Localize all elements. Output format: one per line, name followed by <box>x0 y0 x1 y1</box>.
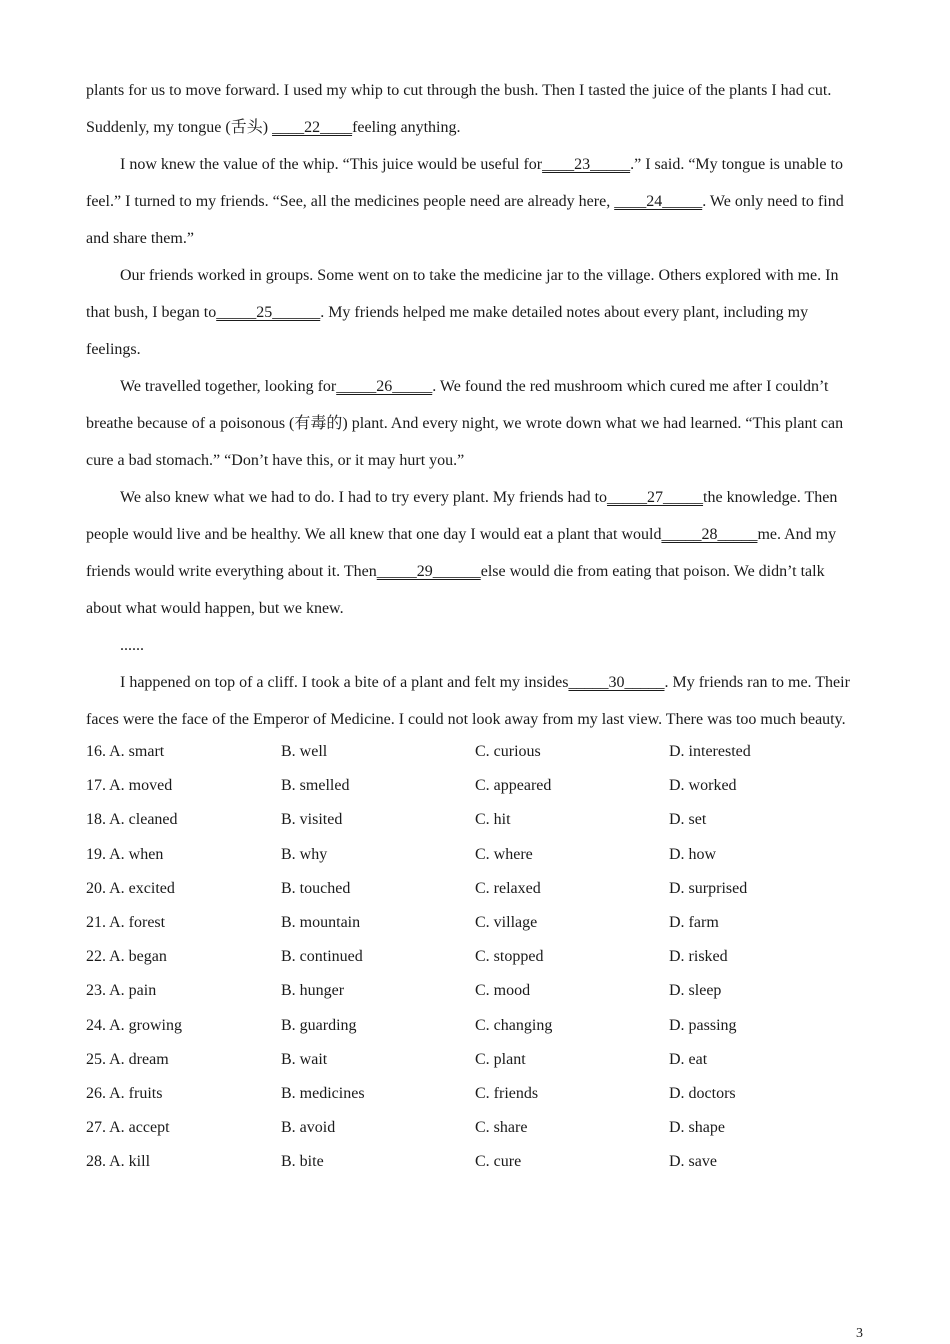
option-a: 22. A. began <box>86 948 167 966</box>
question-option-row <box>86 940 862 974</box>
option-a: 17. A. moved <box>86 777 173 795</box>
option-b: B. medicines <box>281 1084 365 1102</box>
option-a: 19. A. when <box>86 845 164 863</box>
option-d: D. how <box>669 845 717 863</box>
option-a: 20. A. excited <box>86 879 175 897</box>
option-b: B. hunger <box>281 982 345 1000</box>
option-c: C. relaxed <box>475 879 541 897</box>
option-c: C. where <box>475 845 533 863</box>
question-option-row <box>86 1145 862 1179</box>
option-c: C. stopped <box>475 948 544 966</box>
option-d: D. interested <box>669 743 751 761</box>
option-d: D. passing <box>669 1016 737 1034</box>
paragraph-text: . We found the red mushroom which cured me after I couldn’t breathe because of a poisonous (有毒的) plant. And every night, we wrote down what we had learned. “This plant can cure a bad stomach.” “Don’t have this, or it may hurt you.” <box>86 378 844 469</box>
blank-22: ____22____ <box>272 119 353 136</box>
option-c: C. appeared <box>475 777 552 795</box>
paragraph-text: the knowledge. Then people would live and be healthy. We all knew that one day I would eat a plant that would <box>86 489 838 543</box>
option-b: B. guarding <box>281 1016 357 1034</box>
paragraph-text: I happened on top of a cliff. I took a bite of a plant and felt my insides <box>120 674 569 691</box>
paragraph-text: feeling anything. <box>352 119 461 136</box>
blank-23: ____23_____ <box>542 156 631 173</box>
paragraph-4 <box>86 368 862 479</box>
option-a: 25. A. dream <box>86 1050 169 1068</box>
paragraph-text: me. And my friends would write everything about it. Then <box>86 526 837 580</box>
option-d: D. sleep <box>669 982 722 1000</box>
paragraph-text: plants for us to move forward. I used my whip to cut through the bush. Then I tasted the juice of the plants I had cut. Suddenly, my tongue (舌头) <box>86 82 832 136</box>
option-c: C. plant <box>475 1050 526 1068</box>
question-option-row <box>86 1043 862 1077</box>
option-d: D. surprised <box>669 879 748 897</box>
option-a: 18. A. cleaned <box>86 811 178 829</box>
paragraph-text: I now knew the value of the whip. “This juice would be useful for <box>120 156 543 173</box>
question-option-row <box>86 838 862 872</box>
question-option-row <box>86 974 862 1008</box>
option-d: D. doctors <box>669 1084 736 1102</box>
option-c: C. share <box>475 1119 528 1137</box>
question-option-row <box>86 872 862 906</box>
option-c: C. changing <box>475 1016 553 1034</box>
option-c: C. hit <box>475 811 511 829</box>
paragraph-text: . We only need to find and share them.” <box>86 193 844 247</box>
option-a: 28. A. kill <box>86 1153 151 1171</box>
option-b: B. touched <box>281 879 351 897</box>
option-b: B. smelled <box>281 777 350 795</box>
paragraph-text: We travelled together, looking for <box>120 378 337 395</box>
option-b: B. wait <box>281 1050 328 1068</box>
option-c: C. friends <box>475 1084 539 1102</box>
paragraph-1 <box>86 72 862 146</box>
question-option-row <box>86 1111 862 1145</box>
paragraph-5 <box>86 479 862 627</box>
paragraph-text: We also knew what we had to do. I had to try every plant. My friends had to <box>120 489 608 506</box>
option-d: D. farm <box>669 914 719 932</box>
option-b: B. well <box>281 743 328 761</box>
question-option-row <box>86 735 862 769</box>
paragraph-text: Our friends worked in groups. Some went on to take the medicine jar to the village. Others explored with me. In that bush, I began to <box>86 267 839 321</box>
answer-options <box>86 735 862 1179</box>
option-a: 27. A. accept <box>86 1119 170 1137</box>
blank-29: _____29______ <box>376 563 481 580</box>
option-b: B. avoid <box>281 1119 336 1137</box>
option-c: C. mood <box>475 982 531 1000</box>
document-page <box>86 72 862 1179</box>
paragraph-text: else would die from eating that poison. We didn’t talk about what would happen, but we knew. <box>86 563 825 617</box>
option-c: C. cure <box>475 1153 522 1171</box>
ellipsis: ...... <box>120 637 144 654</box>
option-a: 21. A. forest <box>86 914 166 932</box>
blank-30: _____30_____ <box>568 674 665 691</box>
paragraph-text: . My friends helped me make detailed notes about every plant, including my feelings. <box>86 304 809 358</box>
blank-26: _____26_____ <box>336 378 433 395</box>
blank-28: _____28_____ <box>661 526 758 543</box>
paragraph-3 <box>86 257 862 368</box>
option-d: D. risked <box>669 948 728 966</box>
option-b: B. visited <box>281 811 343 829</box>
blank-24: ____24_____ <box>614 193 703 210</box>
passage <box>86 72 862 738</box>
option-d: D. set <box>669 811 707 829</box>
question-option-row <box>86 906 862 940</box>
option-a: 16. A. smart <box>86 743 165 761</box>
paragraph-2 <box>86 146 862 257</box>
option-b: B. why <box>281 845 328 863</box>
paragraph-text: .” I said. “My tongue is unable to feel.” I turned to my friends. “See, all the medicines people need are already here, <box>86 156 843 210</box>
question-option-row <box>86 769 862 803</box>
option-b: B. continued <box>281 948 363 966</box>
option-a: 26. A. fruits <box>86 1084 163 1102</box>
paragraph-6 <box>86 664 862 738</box>
option-c: C. curious <box>475 743 541 761</box>
option-b: B. mountain <box>281 914 361 932</box>
option-d: D. shape <box>669 1119 725 1137</box>
option-d: D. worked <box>669 777 737 795</box>
option-a: 23. A. pain <box>86 982 157 1000</box>
question-option-row <box>86 1077 862 1111</box>
option-a: 24. A. growing <box>86 1016 182 1034</box>
option-b: B. bite <box>281 1153 324 1171</box>
option-d: D. save <box>669 1153 717 1171</box>
question-option-row <box>86 1009 862 1043</box>
option-c: C. village <box>475 914 538 932</box>
blank-25: _____25______ <box>216 304 321 321</box>
question-option-row <box>86 803 862 837</box>
option-d: D. eat <box>669 1050 708 1068</box>
page-number: 3 <box>856 1326 863 1341</box>
blank-27: _____27_____ <box>607 489 704 506</box>
paragraph-text: . My friends ran to me. Their faces were the face of the Emperor of Medicine. I could not look away from my last view. There was too much beauty. <box>86 674 850 728</box>
